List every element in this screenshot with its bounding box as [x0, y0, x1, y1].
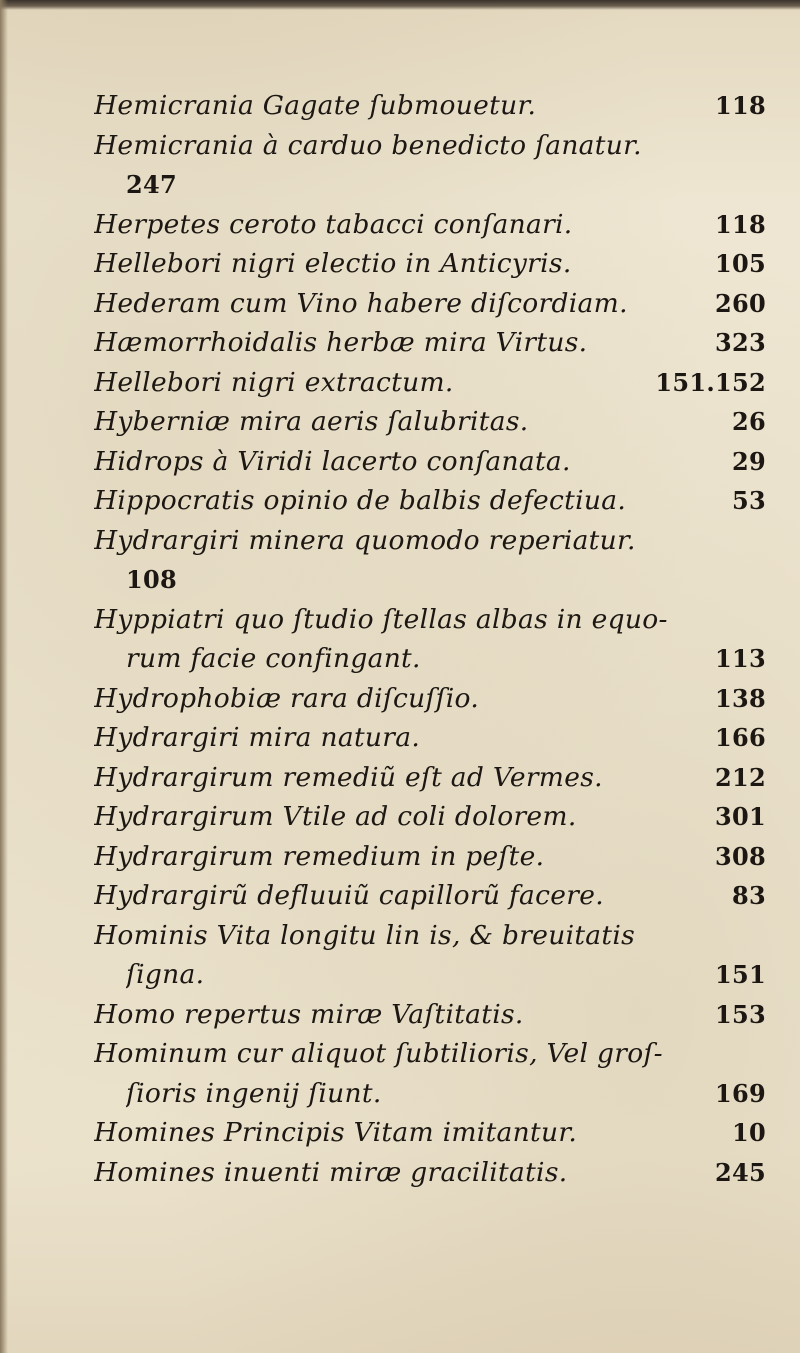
page-number: 151 — [715, 960, 766, 989]
index-entry — [94, 205, 766, 245]
page-number: 105 — [715, 249, 766, 278]
index-entry-line — [94, 284, 766, 324]
page-number: 166 — [715, 723, 766, 752]
index-entry-line — [94, 481, 766, 521]
index-entry-line — [94, 679, 766, 719]
index-entry-line — [94, 916, 766, 956]
page-number: 118 — [715, 91, 766, 120]
page-number: 113 — [715, 644, 766, 673]
index-entry-line — [94, 797, 766, 837]
index-entry — [94, 679, 766, 719]
index-entry-text: Hyppiatri quo ſtudio ſtellas albas in equo- — [94, 603, 668, 635]
index-entry-text: Homines Principis Vitam imitantur. — [94, 1117, 578, 1148]
index-entry — [94, 1034, 766, 1113]
index-entry-text: Hydrargiri mira natura. — [94, 722, 421, 753]
index-entry — [94, 797, 766, 837]
index-entry-text: Hidrops à Viridi lacerto conſanata. — [94, 445, 571, 477]
index-entry-text: Hominis Vita longitu lin is, & breuitatis — [94, 919, 636, 951]
index-entry-continuation — [94, 165, 766, 205]
index-entry-continuation — [94, 1074, 766, 1114]
index-entry-continuation — [94, 639, 766, 679]
index-entry-text: Hemicrania Gagate ſubmouetur. — [94, 90, 537, 121]
index-entry-text: Hydrargirũ defluuiũ capillorũ facere. — [94, 880, 604, 911]
index-entry — [94, 718, 766, 758]
page-number: 118 — [715, 209, 766, 239]
index-list — [94, 86, 766, 1192]
index-entry-line — [94, 86, 766, 126]
index-entry-text: Herpetes ceroto tabacci conſanari. — [94, 208, 573, 240]
index-entry — [94, 600, 766, 679]
index-entry-text: Hellebori nigri extractum. — [94, 366, 454, 398]
index-entry-line — [94, 323, 766, 363]
index-entry — [94, 86, 766, 126]
page-number: 212 — [715, 762, 766, 792]
page-number: 26 — [732, 407, 766, 436]
index-entry-line — [94, 718, 766, 758]
page-number: 138 — [715, 683, 766, 713]
index-entry-line — [94, 1113, 766, 1153]
index-entry-text: Hippocratis opinio de balbis defectiua. — [94, 485, 627, 516]
index-entry — [94, 244, 766, 284]
index-entry-text: Hydrargirum remediũ eſt ad Vermes. — [94, 761, 603, 793]
index-entry-text: Hellebori nigri electio in Anticyris. — [94, 248, 572, 279]
index-entry-continuation — [94, 560, 766, 600]
index-entry — [94, 442, 766, 482]
index-entry — [94, 837, 766, 877]
page-number: 169 — [715, 1078, 766, 1108]
index-entry-line — [94, 1153, 766, 1193]
index-entry — [94, 1153, 766, 1193]
index-entry-text: Hemicrania à carduo benedicto ſanatur. — [94, 129, 642, 161]
index-entry — [94, 876, 766, 916]
index-entry-text: ſigna. — [126, 959, 205, 990]
index-entry — [94, 323, 766, 363]
page-number: 301 — [715, 802, 766, 831]
page-gutter-shadow — [0, 0, 8, 1353]
index-entry-line — [94, 244, 766, 284]
index-entry-line — [94, 995, 766, 1035]
page-number: 83 — [732, 881, 766, 910]
index-entry — [94, 363, 766, 403]
page-number: 108 — [126, 565, 177, 594]
index-entry-text: Hederam cum Vino habere diſcordiam. — [94, 287, 628, 319]
index-entry-text: Hydrargirum Vtile ad coli dolorem. — [94, 801, 577, 832]
index-entry — [94, 758, 766, 798]
page-number: 10 — [732, 1118, 766, 1147]
page-number: 153 — [715, 999, 766, 1029]
page-number: 53 — [732, 486, 766, 515]
page-number: 245 — [715, 1157, 766, 1187]
index-entry-text: Hydrargirum remedium in peſte. — [94, 840, 545, 872]
index-entry-line — [94, 521, 766, 561]
index-entry-line — [94, 126, 766, 166]
index-entry — [94, 916, 766, 995]
index-entry — [94, 521, 766, 600]
index-entry-line — [94, 205, 766, 245]
index-entry-line — [94, 442, 766, 482]
index-entry-text: ſioris ingenij ſiunt. — [126, 1077, 382, 1109]
index-entry-line — [94, 600, 766, 640]
index-entry-text: Hæmorrhoidalis herbæ mira Virtus. — [94, 327, 588, 358]
page-number: 151.152 — [655, 367, 766, 397]
page-number: 323 — [715, 328, 766, 357]
index-entry-text: Homo repertus miræ Vaſtitatis. — [94, 998, 524, 1030]
index-entry-line — [94, 402, 766, 442]
index-entry-text: Homines inuenti miræ gracilitatis. — [94, 1156, 568, 1188]
index-entry-continuation — [94, 955, 766, 995]
index-entry-text: Hydrophobiæ rara diſcuſſio. — [94, 682, 480, 714]
index-entry-line — [94, 876, 766, 916]
index-entry — [94, 1113, 766, 1153]
page-number: 308 — [715, 841, 766, 871]
index-entry — [94, 481, 766, 521]
index-entry — [94, 995, 766, 1035]
index-entry — [94, 284, 766, 324]
page-number: 29 — [732, 446, 766, 476]
index-entry-text: Hyberniæ mira aeris ſalubritas. — [94, 406, 529, 437]
index-entry-line — [94, 1034, 766, 1074]
index-entry-text: Hominum cur aliquot ſubtilioris, Vel groſ- — [94, 1038, 663, 1069]
index-entry — [94, 126, 766, 205]
index-entry-text: rum facie confingant. — [126, 643, 421, 674]
page-number: 260 — [715, 288, 766, 318]
page-number: 247 — [126, 170, 177, 199]
index-entry-line — [94, 758, 766, 798]
index-entry-line — [94, 363, 766, 403]
index-entry-line — [94, 837, 766, 877]
index-entry — [94, 402, 766, 442]
index-entry-text: Hydrargiri minera quomodo reperiatur. — [94, 524, 636, 556]
page-top-edge — [0, 0, 800, 10]
